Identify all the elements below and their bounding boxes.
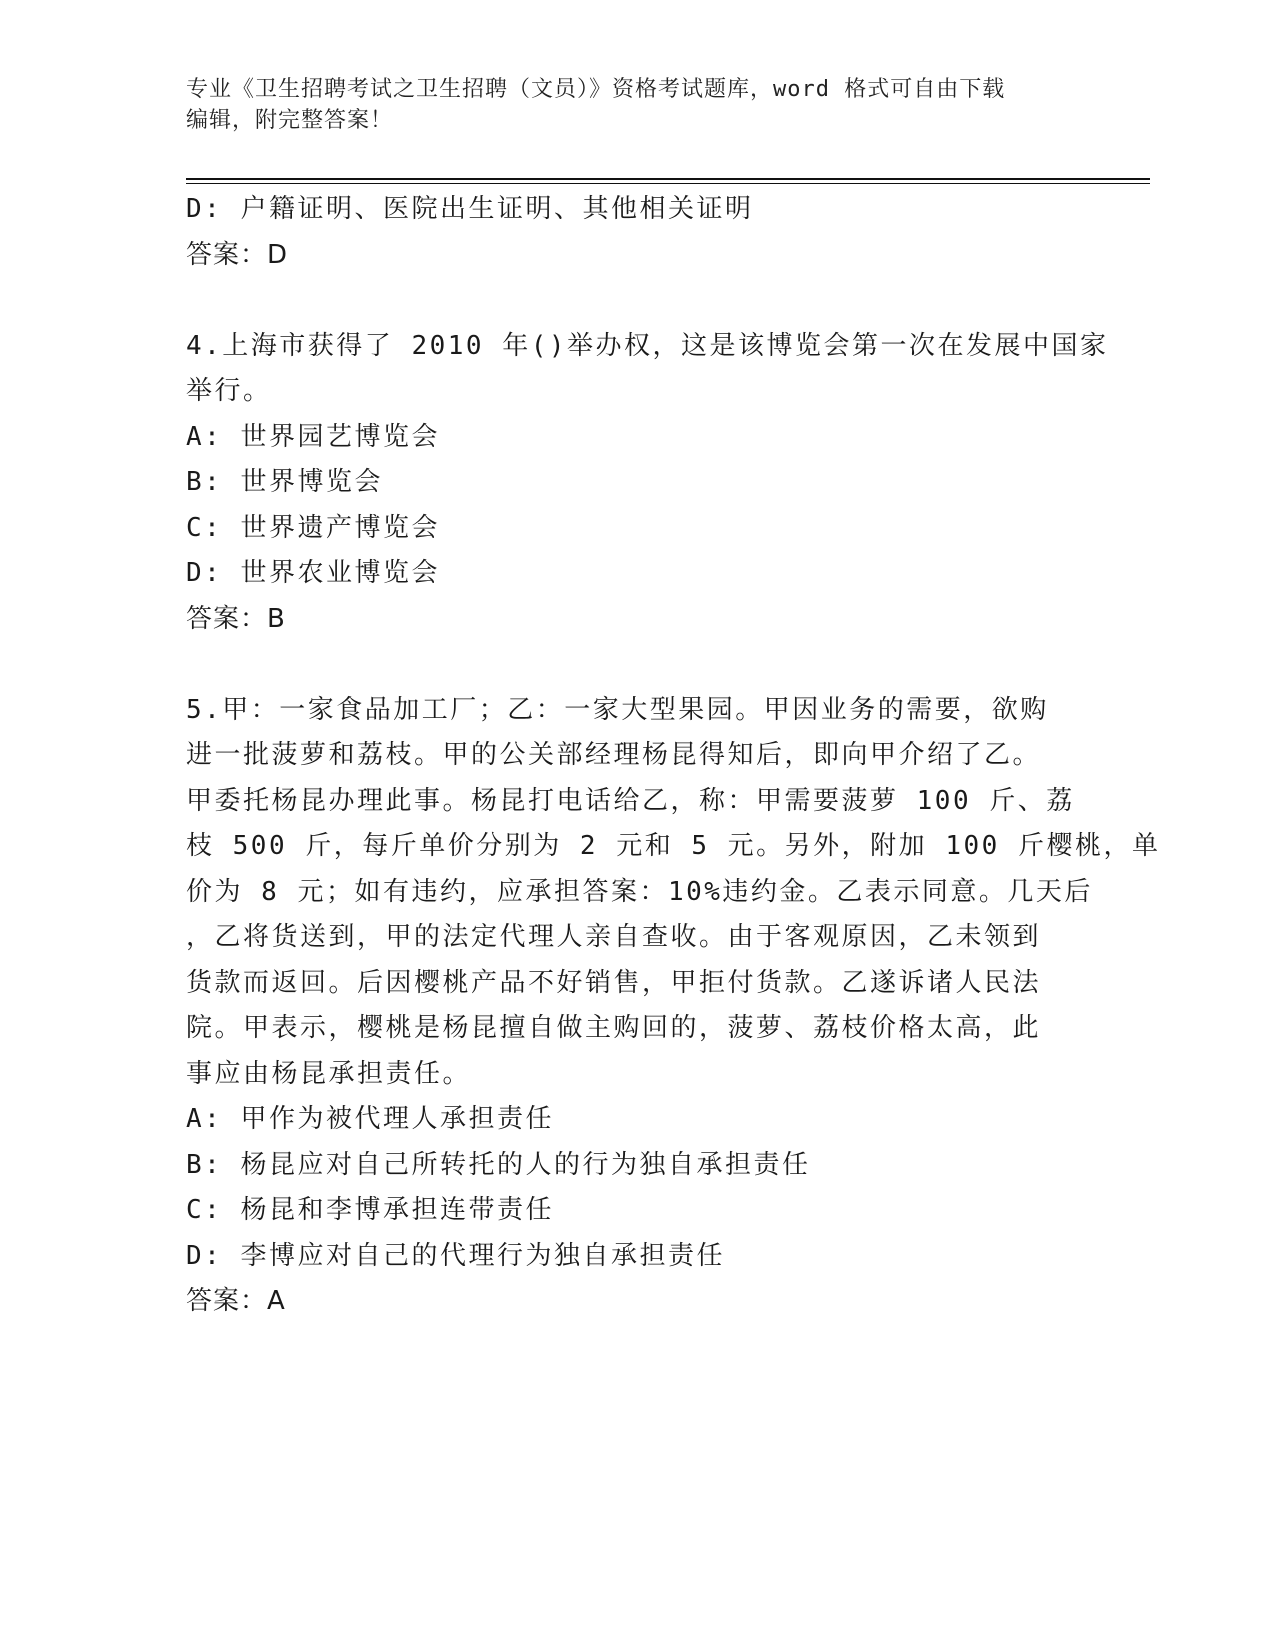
q4-option-d: D: 世界农业博览会 (186, 558, 440, 588)
q4-stem-line-1: 4.上海市获得了 2010 年()举办权，这是该博览会第一次在发展中国家 (186, 330, 1109, 361)
q5-stem-line-6: ，乙将货送到，甲的法定代理人亲自查收。由于客观原因，乙未领到 (186, 922, 1042, 952)
q5-answer: 答案：A (186, 1286, 286, 1316)
q4-option-c: C: 世界遗产博览会 (186, 512, 440, 543)
q4-option-b: B: 世界博览会 (186, 467, 383, 497)
q5-stem-line-3: 甲委托杨昆办理此事。杨昆打电话给乙，称：甲需要菠萝 100 斤、荔 (186, 785, 1075, 816)
q5-option-b: B: 杨昆应对自己所转托的人的行为独自承担责任 (186, 1149, 811, 1180)
q5-stem-line-9: 事应由杨昆承担责任。 (186, 1058, 472, 1089)
document-header (186, 74, 1086, 136)
document-body (186, 187, 1161, 1325)
header-divider-thick (186, 178, 1150, 180)
q5-option-d: D: 李博应对自己的代理行为独自承担责任 (186, 1240, 725, 1271)
header-divider-thin (186, 183, 1150, 184)
q5-stem-line-8: 院。甲表示，樱桃是杨昆擅自做主购回的，菠萝、荔枝价格太高，此 (186, 1013, 1042, 1043)
q3-option-d: D: 户籍证明、医院出生证明、其他相关证明 (186, 194, 754, 224)
q4-answer: 答案：B (186, 603, 286, 634)
q5-option-a: A: 甲作为被代理人承担责任 (186, 1104, 554, 1134)
q5-stem-line-7: 货款而返回。后因樱桃产品不好销售，甲拒付货款。乙遂诉诸人民法 (186, 967, 1042, 998)
q5-stem-line-4: 枝 500 斤，每斤单价分别为 2 元和 5 元。另外，附加 100 斤樱桃，单 (186, 831, 1161, 861)
document-page (186, 0, 1161, 1650)
q3-answer: 答案：D (186, 239, 289, 270)
q4-option-a: A: 世界园艺博览会 (186, 421, 440, 452)
q4-stem-line-2: 举行。 (186, 376, 272, 406)
header-line-1: 专业《卫生招聘考试之卫生招聘（文员）》资格考试题库，word 格式可自由下载 (186, 77, 1006, 102)
question-5 (186, 688, 1161, 1325)
question-3-tail (186, 187, 1086, 278)
header-line-2: 编辑，附完整答案！ (186, 108, 394, 133)
q5-stem-line-1: 5.甲：一家食品加工厂；乙：一家大型果园。甲因业务的需要，欲购 (186, 694, 1049, 725)
q5-stem-line-2: 进一批菠萝和荔枝。甲的公关部经理杨昆得知后，即向甲介绍了乙。 (186, 740, 1042, 770)
spacer (186, 278, 1086, 324)
q5-option-c: C: 杨昆和李博承担连带责任 (186, 1195, 554, 1225)
q5-stem-line-5: 价为 8 元；如有违约，应承担答案：10%违约金。乙表示同意。几天后 (186, 876, 1093, 907)
question-4 (186, 324, 1109, 643)
spacer (186, 642, 1086, 688)
